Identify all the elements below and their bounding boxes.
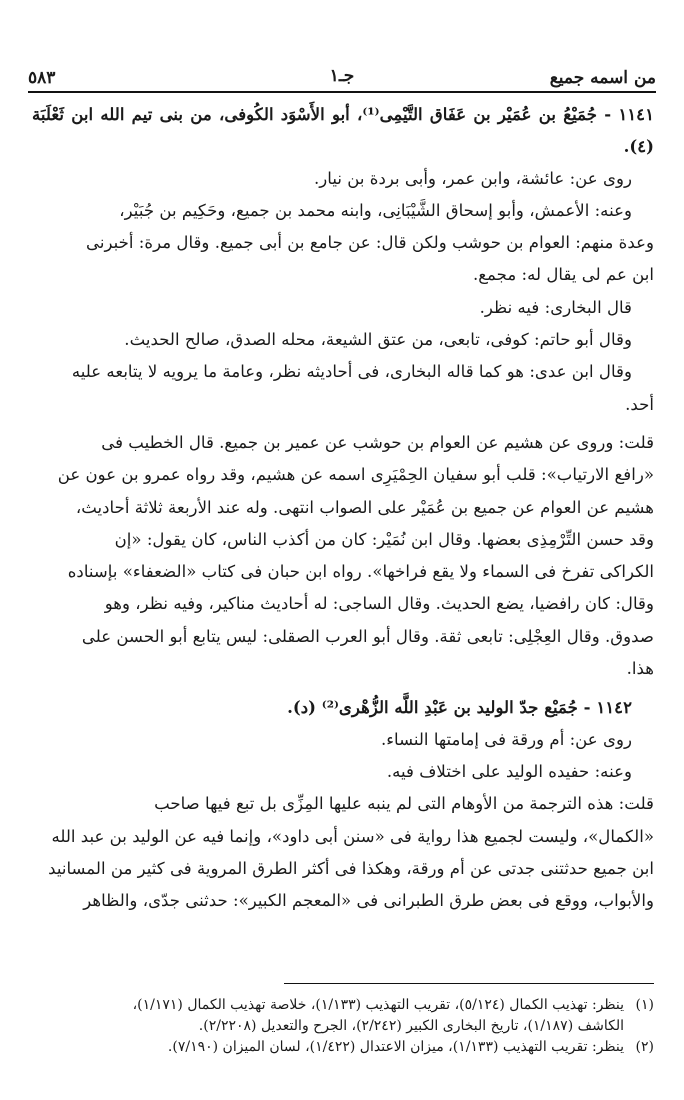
entry-1142-narrators: وعنه: حفيده الوليد على اختلاف فيه. [386,761,632,781]
running-title: من اسمه جميع [549,68,656,88]
entry-1142-comment: والأبواب، ووقع فى بعض طرق الطبرانى فى «المعجم الكبير»: حدثنى جدّى، والظاهر [83,891,654,911]
entry-1141-narrators-cont: ابن عم لى يقال له: مجمع. [472,265,654,285]
footnotes [32,995,654,1058]
footnote-2-text: ينظر: تقريب التهذيب (١/١٣٣)، ميزان الاعتدال (١/٤٢٢)، لسان الميزان (٧/١٩٠). [167,1039,624,1055]
page-number: ٥٨٣ [28,68,56,88]
entry-1142-comment: «الكمال»، وليست لجميع هذا رواية فى «سنن أبى داود»، وإنما فيه عن الوليد بن عبد الله [51,826,654,846]
main-text [32,98,654,917]
entry-1142-comment: ابن جميع حدثتنى جدتى عن أم ورقة، وهكذا فى أكثر الطرق المروية فى كثير من المسانيد [48,858,654,878]
entry-1142-title: ١١٤٢ - جُمَيْع جدّ الوليد بن عَبْدِ اللَّه الزُّهْرى⁽²⁾ (د). [287,697,632,718]
entry-1141-comment: وقد حسن التِّرْمِذِى بعضها. وقال ابن نُمَيْر: كان من أكذب الناس، كان يقول: «إن [114,529,654,549]
entry-1141-comment: قلت: وروى عن هشيم عن العوام بن حوشب عن عمير بن جميع. قال الخطيب فى [101,432,654,452]
entry-1142-comment: قلت: هذه الترجمة من الأوهام التى لم ينبه عليها المِزِّى بل تبع فيها صاحب [154,794,654,814]
page-header [28,58,656,88]
footnote-1-number: (١) [635,997,654,1013]
entry-1141-comment: «رافع الارتياب»: قلب أبو سفيان الحِمْيَرِى اسمه عن هشيم، وقد رواه عمرو بن عون عن [57,465,654,485]
entry-1141-bukhari: قال البخارى: فيه نظر. [479,297,632,317]
entry-1141-comment: الكراكى تفرخ فى السماء ولا يقع فراخها». رواه ابن حبان فى كتاب «الضعفاء» بإسناده [67,562,654,582]
footnote-1-cont: الكاشف (١/١٨٧)، تاريخ البخارى الكبير (٢/٢٤٢)، الجرح والتعديل (٢/٢٢٠٨). [198,1018,624,1034]
entry-1141-comment: وقال: كان رافضيا، يضع الحديث. وقال الساجى: له أحاديث مناكير، وفيه نظر، وهو [104,594,654,614]
entry-1141-comment: هذا. [626,659,654,679]
entry-1142-narrated-from: روى عن: أم ورقة فى إمامتها النساء. [380,729,632,749]
entry-1141-abu-hatim: وقال أبو حاتم: كوفى، تابعى، من عتق الشيعة، محله الصدق، صالح الحديث. [124,330,632,350]
entry-1141-comment: هشيم عن العوام عن جميع بن عُمَيْر على الصواب انتهى. وله عند الأربعة ثلاثة أحاديث، [75,497,654,517]
entry-1141-narrators-cont: وعدة منهم: العوام بن حوشب ولكن قال: عن جامع بن أبى جميع. وقال مرة: أخبرنى [86,233,654,253]
entry-1141-narrators: وعنه: الأعمش، وأبو إسحاق الشَّيْبَانِى، وابنه محمد بن جميع، وحَكِيم بن جُبَيْر، [119,200,632,220]
header-rule [28,91,656,93]
footnote-2 [32,1037,654,1058]
entry-1141-title: ١١٤١ - جُمَيْعُ بن عُمَيْر بن عَفَاق التَّيْمِى⁽¹⁾، أبو الأَسْوَد الكُوفى، من بنى تيم الله ابن ثَعْلَبَة (٤). [32,104,654,157]
footnote-1-text: ينظر: تهذيب الكمال (٥/١٢٤)، تقريب التهذيب (١/١٣٣)، خلاصة تهذيب الكمال (١/١٧١)، [132,997,624,1013]
entry-1141-ibn-adi: وقال ابن عدى: هو كما قاله البخارى، فى أحاديثه نظر، وعامة ما يرويه لا يتابعه عليه [71,362,632,382]
entry-1141-narrated-from: روى عن: عائشة، وابن عمر، وأبى بردة بن نيار. [314,168,632,188]
footnote-1 [32,995,654,1016]
footnote-2-number: (٢) [635,1039,654,1055]
entry-1141-comment: صدوق. وقال العِجْلِى: تابعى ثقة. وقال أبو العرب الصقلى: ليس يتابع أبو الحسن على [81,626,654,646]
volume-label: جـ١ [329,66,355,86]
entry-1141-ibn-adi-cont: أحد. [625,394,654,414]
footnote-rule [284,983,654,984]
